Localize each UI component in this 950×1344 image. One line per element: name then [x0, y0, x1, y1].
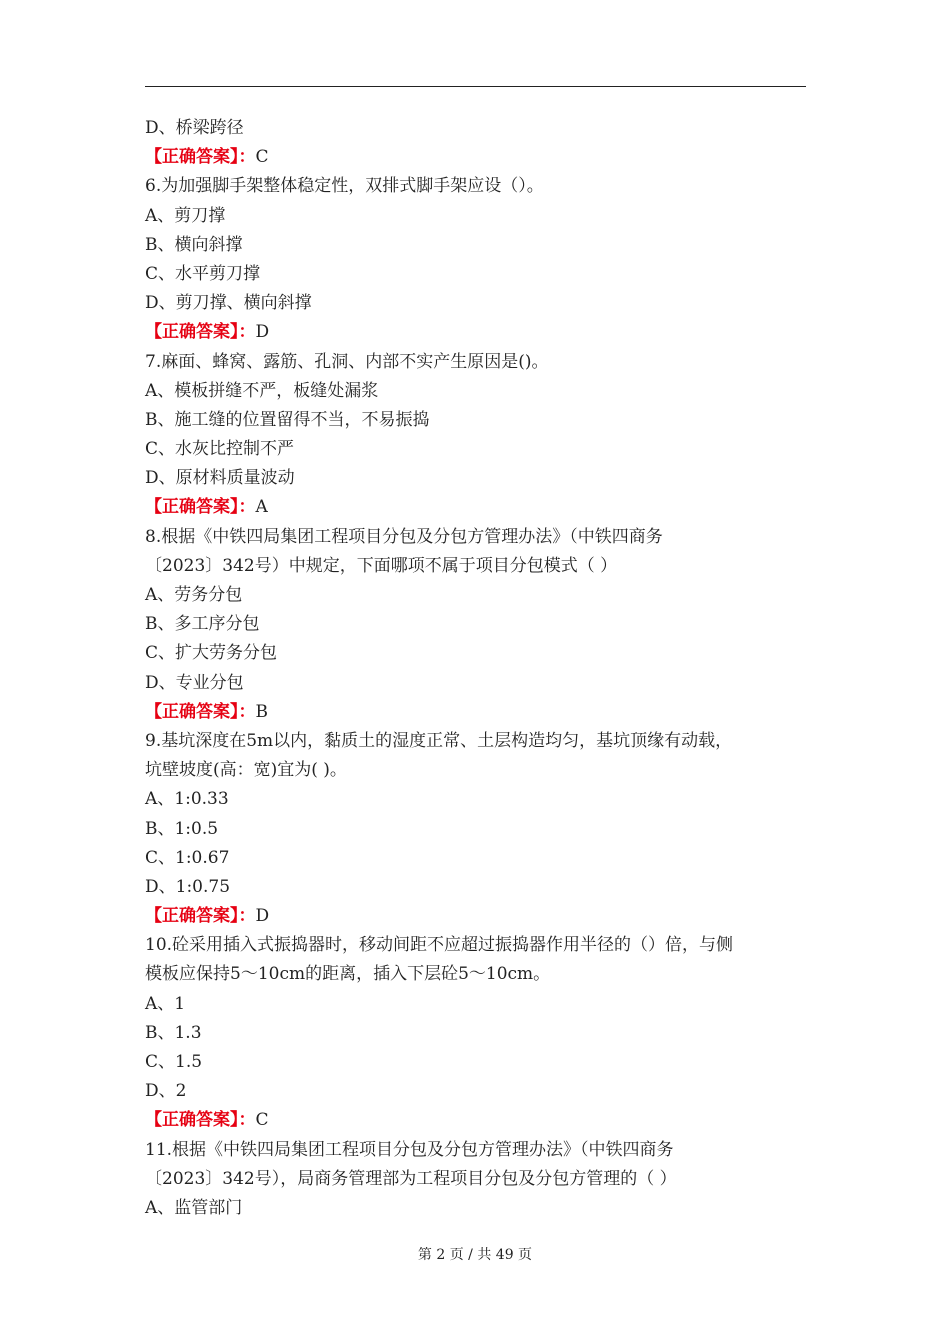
answer-label: 【正确答案】： [145, 322, 256, 343]
text-line: B、1:0.5 [145, 818, 219, 839]
text-line: D、桥梁跨径 [145, 118, 244, 138]
answer-line [145, 698, 810, 727]
answer-line [145, 318, 810, 347]
header-rule [145, 86, 806, 87]
answer-value: D [255, 906, 270, 927]
text-line: 10.砼采用插入式振捣器时，移动间距不应超过振捣器作用半径的（）倍，与侧 [145, 935, 734, 956]
text-line: 〔2023〕342号）中规定，下面哪项不属于项目分包模式（ ） [145, 555, 618, 576]
text-line: A、监管部门 [145, 1197, 243, 1218]
text-line: C、1:0.67 [145, 847, 230, 868]
text-line: A、1 [145, 993, 186, 1014]
text-line: C、水平剪刀撑 [145, 263, 261, 284]
text-line: A、1:0.33 [145, 789, 229, 810]
text-line: 7.麻面、蜂窝、露筋、孔洞、内部不实产生原因是()。 [145, 351, 549, 372]
answer-value: B [255, 701, 268, 722]
text-line: D、2 [145, 1081, 187, 1102]
text-line: 11.根据《中铁四局集团工程项目分包及分包方管理办法》（中铁四商务 [145, 1139, 674, 1160]
text-line: B、多工序分包 [145, 614, 260, 635]
answer-line [145, 143, 810, 172]
text-line: A、模板拼缝不严，板缝处漏浆 [145, 380, 379, 401]
text-line: A、劳务分包 [145, 585, 243, 605]
text-line: D、剪刀撑、横向斜撑 [145, 293, 312, 314]
text-line: 8.根据《中铁四局集团工程项目分包及分包方管理办法》（中铁四商务 [145, 526, 663, 547]
answer-value: C [255, 1110, 269, 1131]
answer-label: 【正确答案】： [145, 906, 256, 927]
answer-label: 【正确答案】： [145, 497, 256, 518]
text-line: B、横向斜撑 [145, 234, 243, 255]
text-line: 6.为加强脚手架整体稳定性，双排式脚手架应设（）。 [145, 176, 544, 197]
text-line: 坑壁坡度(高：宽)宜为( )。 [145, 760, 347, 781]
answer-line [145, 1106, 810, 1135]
text-line: 模板应保持5～10cm的距离，插入下层砼5～10cm。 [145, 964, 551, 985]
text-line: D、原材料质量波动 [145, 468, 295, 489]
text-line: C、1.5 [145, 1052, 203, 1072]
answer-value: D [255, 322, 270, 343]
text-line: A、剪刀撑 [145, 205, 226, 226]
answer-label: 【正确答案】： [145, 701, 256, 722]
answer-line [145, 902, 810, 931]
page-footer: 第 2 页 / 共 49 页 [417, 1247, 533, 1263]
text-line: 〔2023〕342号），局商务管理部为工程项目分包及分包方管理的（ ） [145, 1168, 677, 1189]
text-line: D、1:0.75 [145, 876, 231, 897]
text-line: B、施工缝的位置留得不当，不易振捣 [145, 409, 430, 430]
text-line: C、扩大劳务分包 [145, 643, 278, 664]
document-body [145, 114, 810, 1223]
text-line: D、专业分包 [145, 672, 244, 693]
text-line: 9.基坑深度在5m以内，黏质土的湿度正常、土层构造均匀，基坑顶缘有动载， [145, 730, 733, 751]
text-line: C、水灰比控制不严 [145, 439, 295, 460]
answer-value: A [255, 497, 268, 518]
text-line: B、1.3 [145, 1022, 202, 1043]
answer-value: C [255, 147, 269, 168]
answer-label: 【正确答案】： [145, 147, 256, 168]
answer-line [145, 493, 810, 522]
answer-label: 【正确答案】： [145, 1110, 256, 1131]
